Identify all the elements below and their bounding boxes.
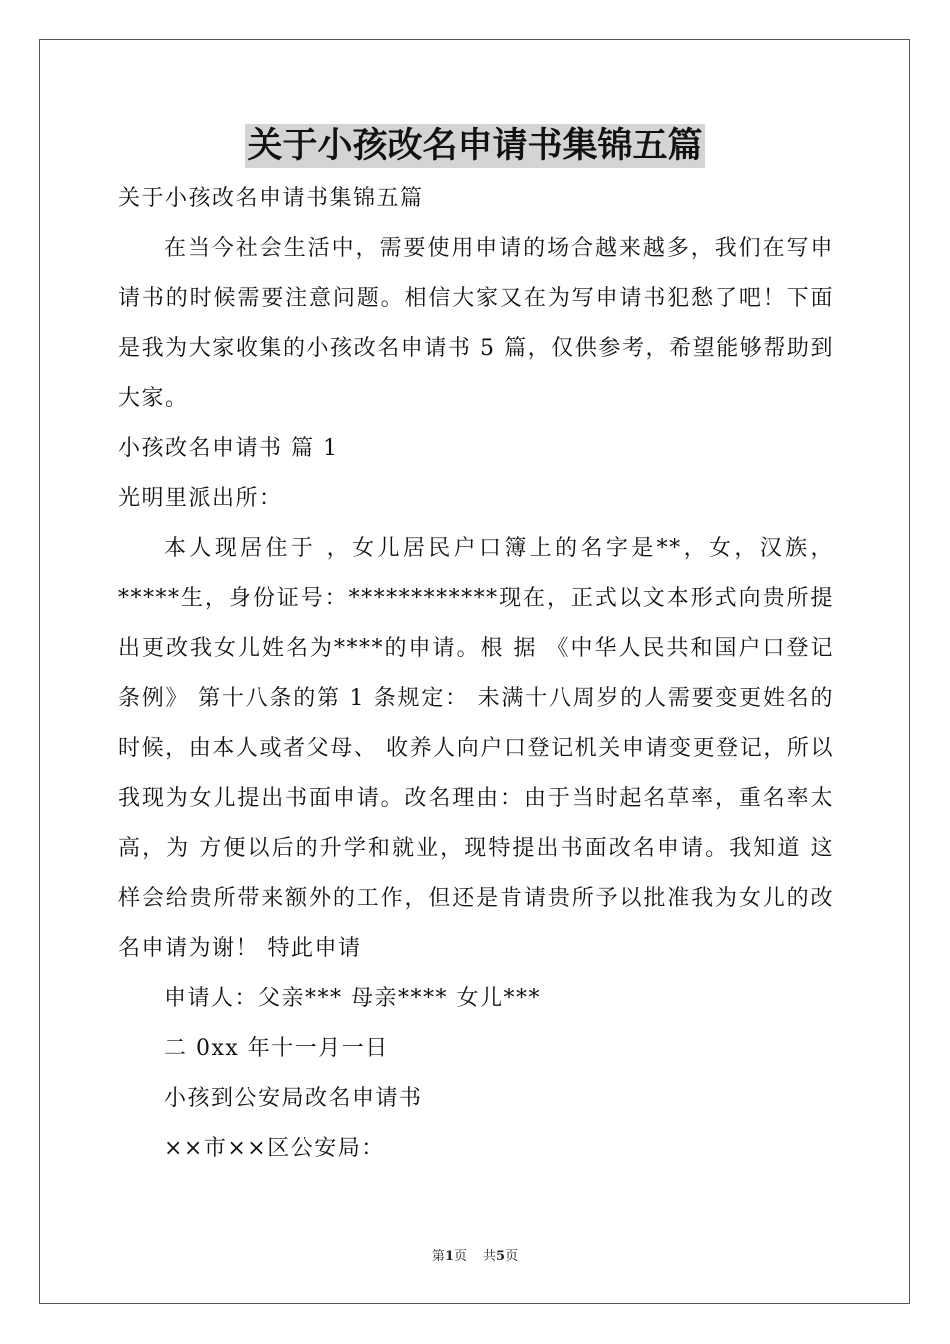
page-unit: 页	[453, 1249, 467, 1264]
page-total: 5	[496, 1249, 506, 1264]
applicant-line: 申请人：父亲*** 母亲**** 女儿***	[164, 986, 541, 1011]
section-heading: 小孩改名申请书 篇 1	[118, 436, 339, 461]
body-paragraph: 本人现居住于 ，女儿居民户口簿上的名字是**，女，汉族，*****生，身份证号：************现在，正式以文本形式向贵所提出更改我女儿姓名为****的申请。根 据 《中华人民共和国户口登记条例》 第十八条的第 1 条规定： 未满十八周岁的人需要变更姓名的时候，由本人或者父母、 收养人向户口登记机关申请变更登记，所以我现为女儿提出书面申请。改名理由：由于当时起名草率，重名率太高，为 方便以后的升学和就业，现特提出书面改名申请。我知道 这样会给贵所带来额外的工作，但还是肯请贵所予以批准我为女儿的改名申请为谢！ 特此申请	[118, 536, 834, 961]
page-footer	[0, 1247, 950, 1267]
title-container	[0, 124, 950, 168]
page-current: 1	[444, 1249, 454, 1264]
page-label: 第	[431, 1249, 445, 1264]
intro-paragraph: 在当今社会生活中，需要使用申请的场合越来越多，我们在写申请书的时候需要注意问题。相信大家又在为写申请书犯愁了吧！下面是我为大家收集的小孩改名申请书 5 篇，仅供参考，希望能够帮助到大家。	[118, 236, 834, 411]
subtitle-line: 关于小孩改名申请书集锦五篇	[118, 186, 424, 211]
document-title: 关于小孩改名申请书集锦五篇	[247, 125, 703, 166]
document-body	[118, 174, 834, 1174]
total-unit: 页	[505, 1249, 519, 1264]
date-line: 二 0xx 年十一月一日	[164, 1036, 389, 1061]
addressee-line: 光明里派出所：	[118, 486, 283, 511]
total-label: 共	[483, 1249, 497, 1264]
addressee-line-2: ××市××区公安局：	[164, 1136, 385, 1161]
section-heading-2: 小孩到公安局改名申请书	[164, 1086, 423, 1111]
